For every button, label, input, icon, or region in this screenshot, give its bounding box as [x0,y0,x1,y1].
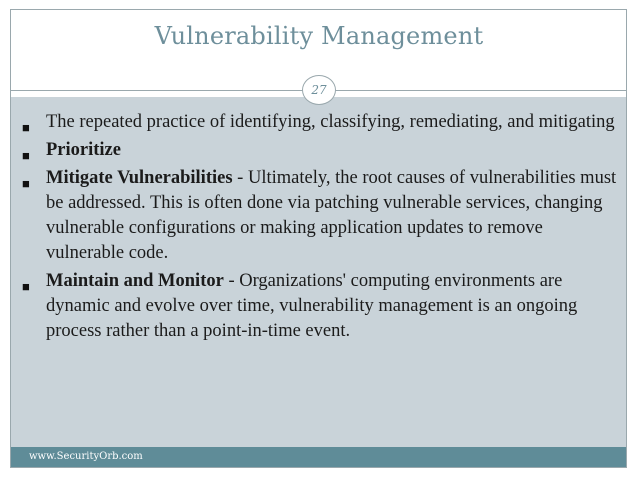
bullet-heading: Maintain and Monitor [46,271,224,291]
slide-title: Vulnerability Management [154,22,484,50]
bullet-heading: Mitigate Vulnerabilities [46,168,233,188]
bullet-item [18,269,618,344]
bullet-heading: Prioritize [46,140,121,160]
square-bullet-icon: ■ [22,148,30,163]
bullet-item [18,166,618,266]
bullet-text: The repeated practice of identifying, classifying, remediating, and mitigating [46,112,615,132]
bullet-item [18,138,618,163]
square-bullet-icon: ■ [22,120,30,135]
footer-website: www.SecurityOrb.com [29,451,143,462]
square-bullet-icon: ■ [22,176,30,191]
bullet-text: - Ultimately, the root causes of vulnerabilities must be addressed. This is often done via patching vulnerable services, changing vulnerable configurations or making application updates to remove vulnerable code. [46,168,617,263]
bullet-item [18,110,618,135]
square-bullet-icon: ■ [22,279,30,294]
bullet-text: - Organizations' computing environments are dynamic and evolve over time, vulnerability management is an ongoing process rather than a point-in-time event. [46,271,578,341]
bullet-list [18,110,618,347]
page-number-badge: 27 [302,75,336,105]
